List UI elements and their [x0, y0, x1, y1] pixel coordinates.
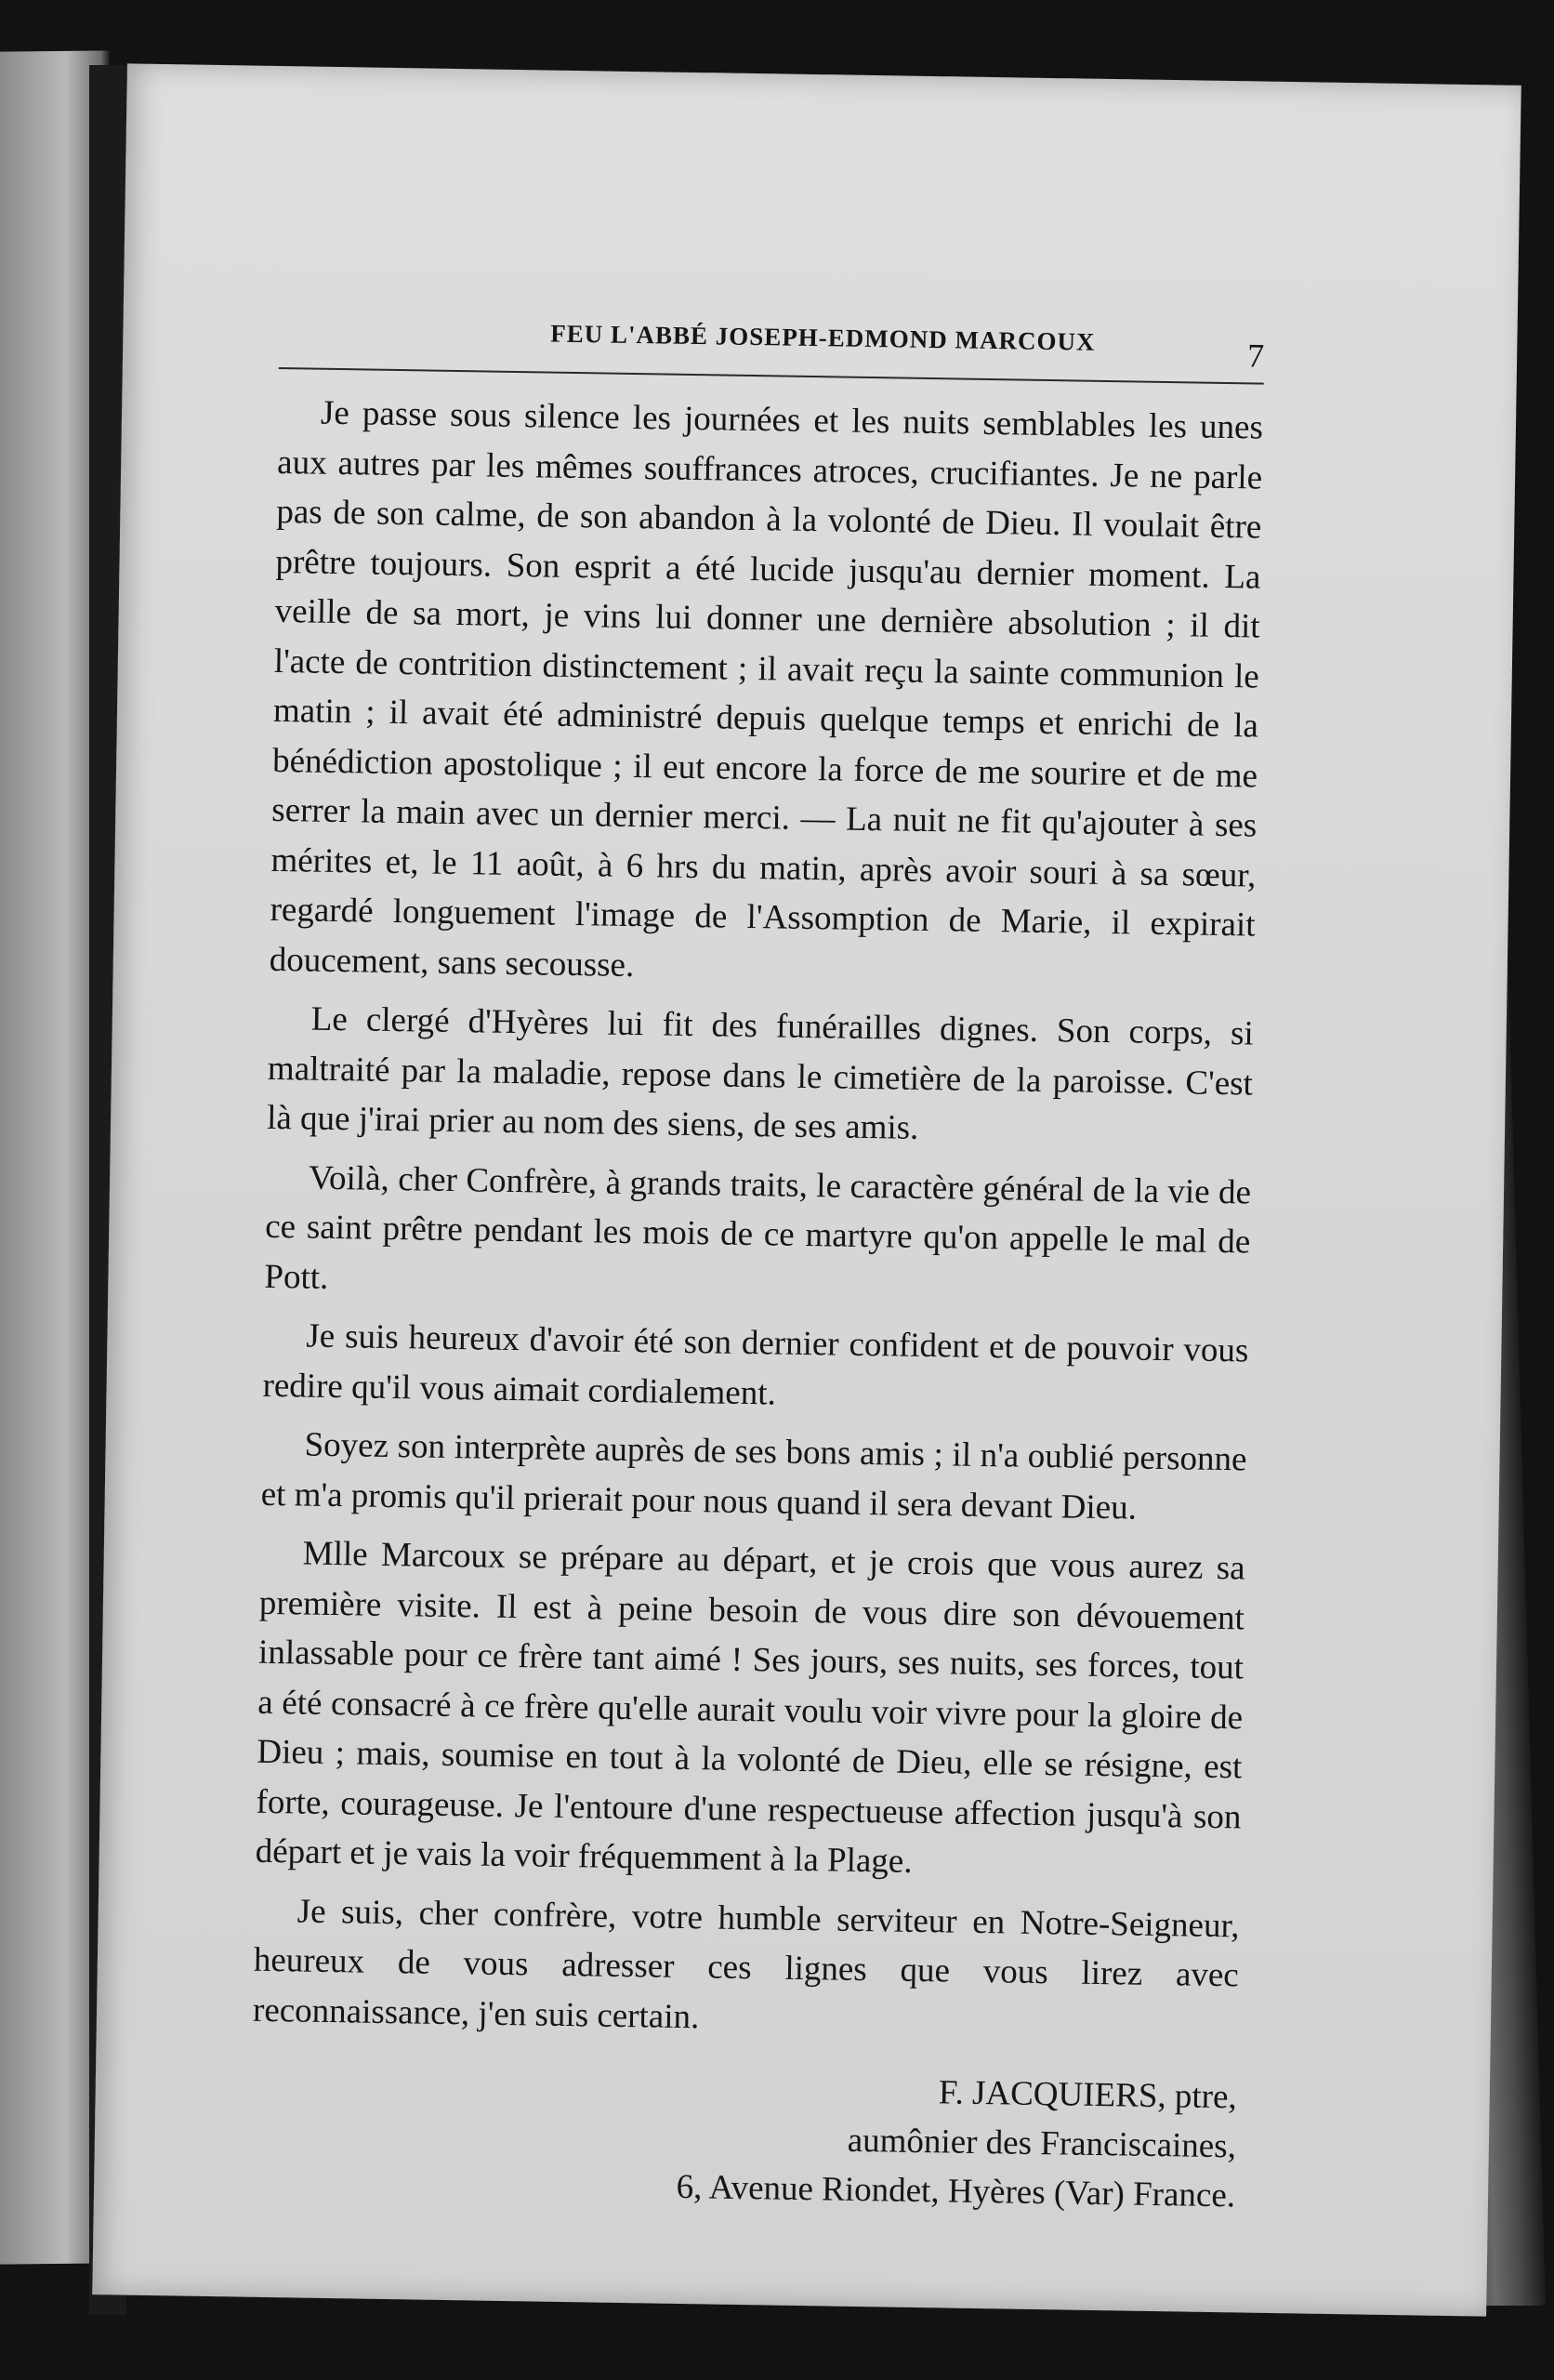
paragraph: Soyez son interprète auprès de ses bons amis ; il n'a oublié personne et m'a promis qu'il prierait pour nous quand il sera devant Dieu. — [260, 1425, 1247, 1527]
page-number: 7 — [1246, 337, 1265, 375]
letter-body — [253, 388, 1264, 2050]
signature-block — [250, 2057, 1237, 2221]
signatory-address: 6, Avenue Riondet, Hyères (Var) France. — [676, 2167, 1236, 2215]
paragraph: Voilà, cher Confrère, à grands traits, le caractère général de la vie de ce saint prêtre pendant les mois de ce martyre qu'on appelle le mal de Pott. — [264, 1158, 1252, 1297]
signatory-name: F. JACQUIERS, ptre, — [938, 2073, 1238, 2117]
running-head — [279, 315, 1265, 385]
running-title: FEU L'ABBÉ JOSEPH-EDMOND MARCOUX — [550, 319, 1096, 356]
signatory-title: aumônier des Franciscaines, — [847, 2121, 1237, 2166]
page-content — [250, 315, 1265, 2220]
paragraph: Je suis, cher confrère, votre humble serviteur en Notre-Seigneur, heureux de vous adresser ces lignes que vous lirez avec reconnaissance, j'en suis certain. — [252, 1891, 1240, 2036]
paragraph: Le clergé d'Hyères lui fit des funérailles dignes. Son corps, si maltraité par la maladie, repose dans le cimetière de la paroisse. C'est là que j'irai prier au nom des siens, de ses amis. — [266, 999, 1255, 1147]
paragraph: Mlle Marcoux se prépare au départ, et je crois que vous aurez sa première visite. Il est à peine besoin de vous dire son dévouement inlassable pour ce frère tant aimé ! Ses jours, ses nuits, ses forces, tout a été consacré à ce frère qu'elle aurait voulu voir vivre pour la gloire de Dieu ; mais, soumise en tout à la volonté de Dieu, elle se résigne, est forte, courageuse. Je l'entoure d'une respectueuse affection jusqu'à son départ et je vais la voir fréquemment à la Plage. — [255, 1534, 1245, 1881]
book-page — [92, 63, 1521, 2316]
paragraph: Je suis heureux d'avoir été son dernier confident et de pouvoir vous redire qu'il vous aimait cordialement. — [262, 1316, 1249, 1413]
paragraph: Je passe sous silence les journées et les nuits semblables les unes aux autres par les mêmes souffrances atroces, crucifiantes. Je ne parle pas de son calme, de son abandon à la volonté de Dieu. Il voulait être prêtre toujours. Son esprit a été lucide jusqu'au dernier moment. La veille de sa mort, je vins lui donner une dernière absolution ; il dit l'acte de contrition distinctement ; il avait reçu la sainte communion le matin ; il avait été administré depuis quelque temps et enrichi de la bénédiction apostolique ; il eut encore la force de me sourire et de me serrer la main avec un dernier merci. — La nuit ne fit qu'ajouter à ses mérites et, le 11 août, à 6 hrs du matin, après avoir souri à sa sœur, regardé longuement l'image de l'Assomption de Marie, il expirait doucement, sans secousse. — [269, 393, 1264, 985]
